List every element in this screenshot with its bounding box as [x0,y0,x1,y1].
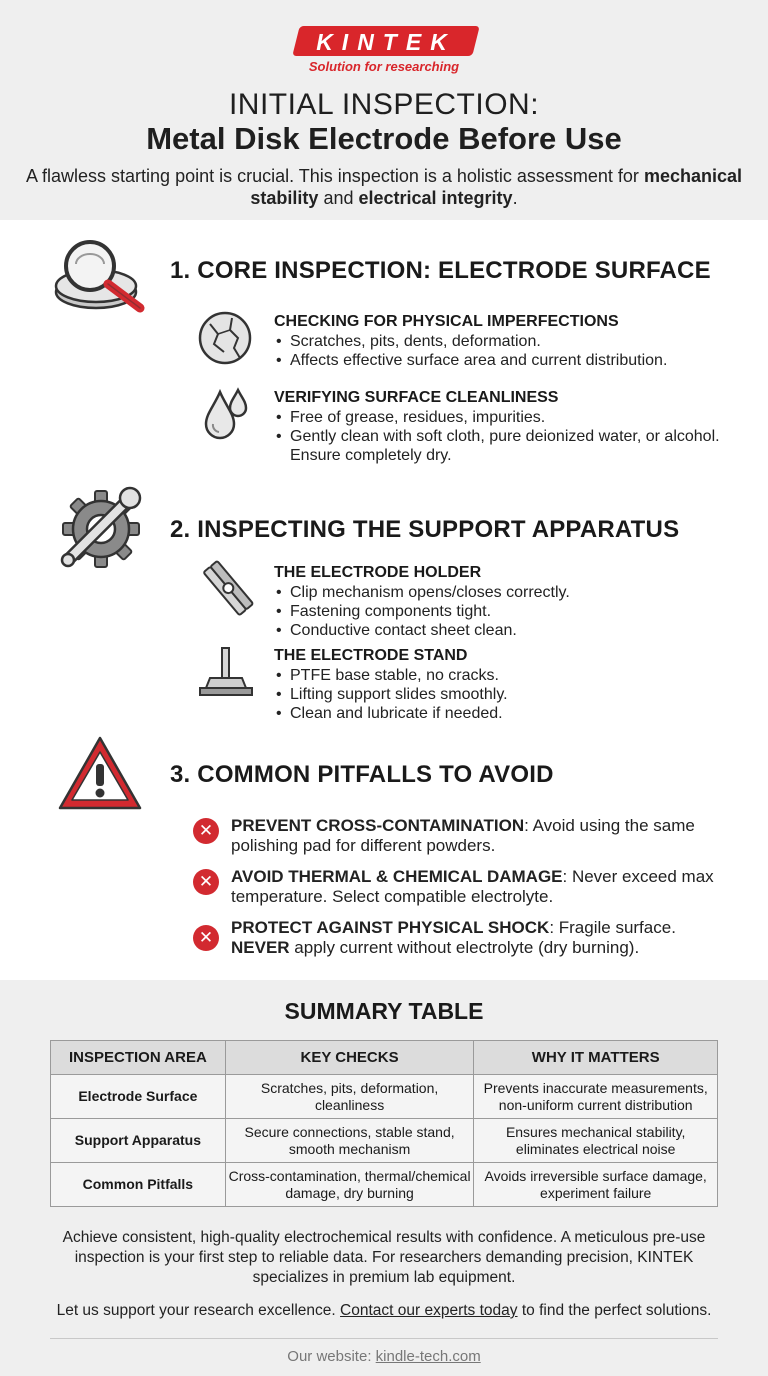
intro-text [0,165,768,209]
block-heading: CHECKING FOR PHYSICAL IMPERFECTIONS [274,313,619,330]
page-title-line1: INITIAL INSPECTION: [228,88,540,121]
table-cell: Scratches, pits, deformation, cleanliness [225,1075,474,1119]
table-cell: Cross-contamination, thermal/chemical damage, dry burning [225,1163,474,1207]
table-header-row [51,1041,718,1075]
pitfall-bold: PREVENT CROSS-CONTAMINATION [231,816,525,835]
bullet-item: • Conductive contact sheet clean. [274,621,744,640]
pitfall-desc: : Avoid using the same polishing pad for different powders. [231,816,695,855]
closing-text: Achieve consistent, high-quality electrochemical results with confidence. A meticulous pre-use inspection is your first step to reliable data. For researchers demanding precision, KINTEK specializes in premium lab equipment. [62,1229,706,1286]
pitfall-text [231,867,731,907]
page-title-line2: Metal Disk Electrode Before Use [146,121,622,156]
clip-icon [198,560,254,625]
x-circle-icon: ✕ [193,869,219,895]
x-circle-icon: ✕ [193,818,219,844]
header [0,0,768,220]
section3-title: 3. COMMON PITFALLS TO AVOID [170,761,554,788]
logo-text: KINTEK [316,29,456,55]
column-header: WHY IT MATTERS [474,1041,718,1075]
bullet-item: • Fastening components tight. [274,602,744,621]
table-cell: Ensures mechanical stability, eliminates electrical noise [474,1119,718,1163]
gear-wrench-icon [58,486,144,577]
pitfall-desc-2: apply current without electrolyte (dry burning). [289,938,640,957]
block-heading: VERIFYING SURFACE CLEANLINESS [274,389,559,406]
bullet-item: • Clip mechanism opens/closes correctly. [274,583,744,602]
pitfall-text [231,816,731,856]
block-heading: THE ELECTRODE STAND [274,647,468,664]
block-heading: THE ELECTRODE HOLDER [274,564,482,581]
electrode-stand-block [274,646,744,723]
pitfall-desc: : Never exceed max temperature. Select compatible electrolyte. [231,867,714,906]
table-cell: Secure connections, stable stand, smooth mechanism [225,1119,474,1163]
surface-cleanliness-block [274,388,744,465]
intro-suffix: . [512,188,518,208]
bullet-item: • Free of grease, residues, impurities. [274,408,744,427]
intro-mid: and [318,188,359,208]
kintek-logo [290,26,478,76]
summary-title: SUMMARY TABLE [284,998,484,1024]
bullet-item: • Lifting support slides smoothly. [274,685,744,704]
pitfall-bold: PROTECT AGAINST PHYSICAL SHOCK [231,918,550,937]
cta-prefix: Let us support your research excellence. [56,1302,341,1319]
contact-experts-link[interactable]: Contact our experts today [340,1302,518,1319]
water-drops-icon [200,384,252,447]
cta-suffix: to find the perfect solutions. [517,1302,712,1319]
call-to-action [30,1302,738,1320]
intro-bold-electrical: electrical integrity [358,188,513,208]
table-row [51,1075,718,1119]
website-link[interactable]: kindle-tech.com [375,1348,481,1365]
table-cell: Support Apparatus [51,1119,226,1163]
table-cell: Common Pitfalls [51,1163,226,1207]
table-cell: Prevents inaccurate measurements, non-uniform current distribution [474,1075,718,1119]
table-row [51,1119,718,1163]
bullet-item: • Clean and lubricate if needed. [274,704,744,723]
electrode-holder-block [274,563,744,640]
website-line [0,1348,768,1365]
pitfall-bold: AVOID THERMAL & CHEMICAL DAMAGE [231,867,563,886]
magnifier-disk-icon [52,236,150,321]
bullet-item: • PTFE base stable, no cracks. [274,666,744,685]
x-circle-icon: ✕ [193,925,219,951]
cracked-disk-icon [196,308,254,373]
bullet-item: • Gently clean with soft cloth, pure deionized water, or alcohol. Ensure completely dry. [274,427,744,465]
section1-title: 1. CORE INSPECTION: ELECTRODE SURFACE [170,257,711,284]
divider [50,1338,718,1339]
pitfall-desc: : Fragile surface. [549,918,676,937]
table-cell: Electrode Surface [51,1075,226,1119]
stand-icon [198,644,254,705]
intro-prefix: A flawless starting point is crucial. This inspection is a holistic assessment for [26,166,644,186]
surface-imperfections-block [274,312,744,370]
bullet-item: • Affects effective surface area and current distribution. [274,351,744,370]
warning-icon [56,734,144,819]
bullet-list [274,666,744,723]
table-row [51,1163,718,1207]
website-label: Our website: [287,1348,376,1365]
section2-title: 2. INSPECTING THE SUPPORT APPARATUS [170,516,680,543]
column-header: INSPECTION AREA [51,1041,226,1075]
bullet-list [274,583,744,640]
logo-tagline: Solution for researching [308,59,460,74]
summary-table [50,1040,718,1207]
bullet-item: • Scratches, pits, dents, deformation. [274,332,744,351]
column-header: KEY CHECKS [225,1041,474,1075]
pitfall-never: NEVER [231,938,290,957]
pitfall-text [231,918,731,958]
summary-section [0,980,768,1376]
table-cell: Avoids irreversible surface damage, experiment failure [474,1163,718,1207]
bullet-list [274,408,744,465]
bullet-list [274,332,744,370]
intro-bold-mechanical: mechanical stability [250,166,742,208]
